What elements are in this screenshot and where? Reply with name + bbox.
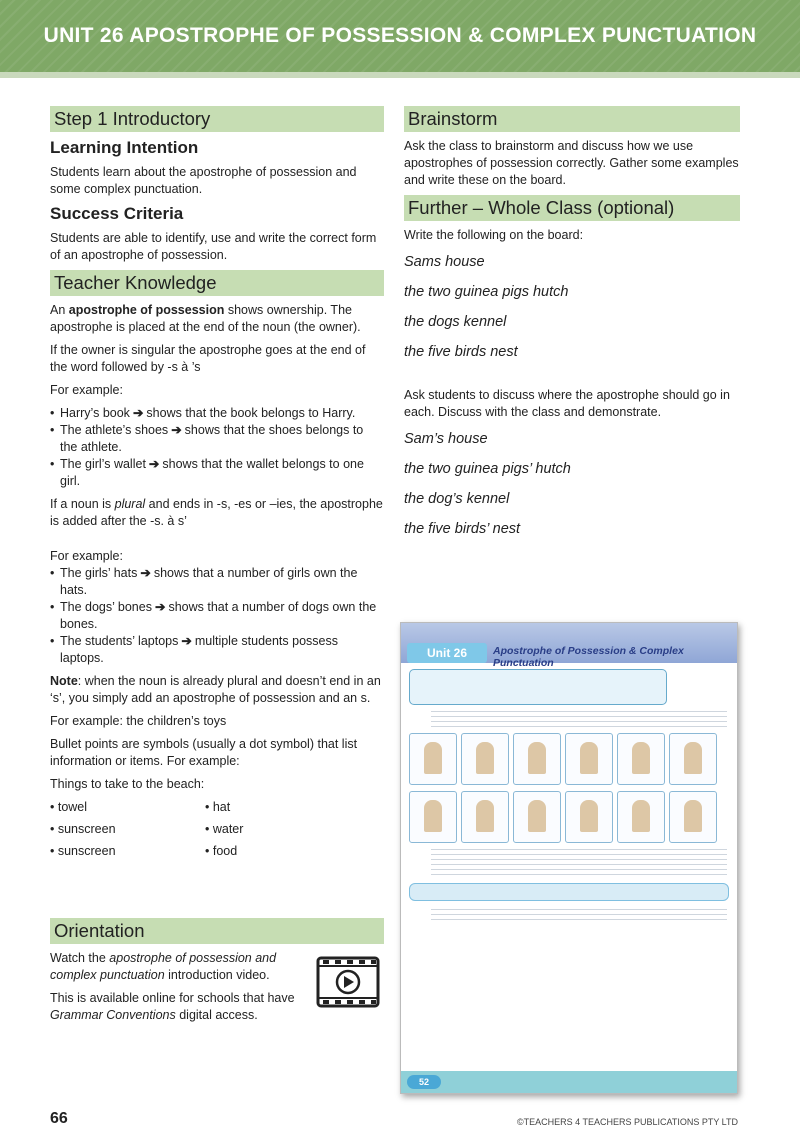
example-right: shows that a number of girls own the hats. xyxy=(60,566,358,597)
plural-post: and ends in -s, -es or –ies, the apostrophe is added after the -s. à s’ xyxy=(50,497,383,528)
example-left: The girls’ hats xyxy=(60,566,138,580)
worksheet-line xyxy=(431,859,727,860)
further-heading: Further – Whole Class (optional) xyxy=(404,195,740,221)
list-item: • towel xyxy=(50,799,205,816)
list-item xyxy=(50,422,384,456)
list-item xyxy=(50,633,384,667)
arrow-right-icon: ➔ xyxy=(154,600,166,614)
tk-p1-bold: apostrophe of possession xyxy=(68,303,225,317)
unit-title: UNIT 26 APOSTROPHE OF POSSESSION & COMPLEX PUNCTUATION xyxy=(43,24,757,47)
availability-pre: This is available online for schools that have xyxy=(50,991,295,1005)
video-play-icon[interactable] xyxy=(316,956,380,1008)
corrected-example: the two guinea pigs’ hutch xyxy=(404,461,571,477)
tk-p1-post: shows ownership. The apostrophe is placed at the end of the noun (the owner). xyxy=(50,303,361,334)
corrected-example: Sam’s house xyxy=(404,431,488,447)
banner-divider xyxy=(0,72,800,78)
list-item: • food xyxy=(205,843,355,860)
discuss-text: Ask students to discuss where the apostrophe should go in each. Discuss with the class and demonstrate. xyxy=(404,388,730,419)
plural-word: plural xyxy=(114,497,146,511)
corrected-example: the five birds’ nest xyxy=(404,521,521,537)
orientation-heading: Orientation xyxy=(50,918,384,944)
bullet-points-text: Bullet points are symbols (usually a dot symbol) that list information or items. For example: xyxy=(50,737,358,768)
worksheet-picture xyxy=(565,791,613,843)
worksheet-line xyxy=(431,874,727,875)
list-item: • water xyxy=(205,821,355,838)
worksheet-line xyxy=(431,711,727,712)
orientation-post: introduction video. xyxy=(164,968,270,982)
worksheet-picture xyxy=(461,791,509,843)
children-example: For example: the children’s toys xyxy=(50,714,227,728)
worksheet-picture xyxy=(617,791,665,843)
worksheet-line xyxy=(431,864,727,865)
worksheet-rule-box xyxy=(409,883,729,901)
brainstorm-text: Ask the class to brainstorm and discuss how we use apostrophes of possession correctly. Gather some examples and write these on the board. xyxy=(404,139,739,187)
worksheet-picture xyxy=(617,733,665,785)
availability-post: digital access. xyxy=(175,1008,258,1022)
plural-rule xyxy=(50,496,384,530)
worksheet-picture xyxy=(669,791,717,843)
list-item xyxy=(50,599,384,633)
tk-paragraph-1 xyxy=(50,302,384,336)
worksheet-picture xyxy=(409,733,457,785)
worksheet-thumbnail xyxy=(400,622,738,1094)
worksheet-picture xyxy=(409,791,457,843)
for-example-label: For example: xyxy=(50,383,123,397)
worksheet-unit-badge: Unit 26 xyxy=(407,643,487,663)
note-text: : when the noun is already plural and doesn’t end in an ‘s’, you simply add an apostrophe of possession and an s. xyxy=(50,674,381,705)
success-criteria-text: Students are able to identify, use and write the correct form of an apostrophe of possession. xyxy=(50,231,377,262)
list-item: • hat xyxy=(205,799,355,816)
unit-banner xyxy=(0,0,800,72)
worksheet-picture xyxy=(513,733,561,785)
corrected-example: the dog’s kennel xyxy=(404,491,510,507)
availability-italic: Grammar Conventions xyxy=(50,1008,176,1022)
example-right: multiple students possess laptops. xyxy=(60,634,338,665)
availability-text xyxy=(50,990,300,1024)
example-right: shows that a number of dogs own the bones. xyxy=(60,600,377,631)
worksheet-line xyxy=(431,849,727,850)
arrow-right-icon: ➔ xyxy=(171,423,182,437)
worksheet-line xyxy=(431,909,727,910)
worksheet-header xyxy=(401,623,737,669)
list-item xyxy=(50,456,384,490)
worksheet-picture xyxy=(565,733,613,785)
example-left: The dogs’ bones xyxy=(60,600,152,614)
step-heading: Step 1 Introductory xyxy=(50,106,384,132)
example-right: shows that the shoes belongs to the athlete. xyxy=(60,423,364,454)
list-item xyxy=(50,405,384,422)
arrow-right-icon: ➔ xyxy=(140,566,151,580)
beach-intro: Things to take to the beach: xyxy=(50,777,205,791)
list-item: • sunscreen xyxy=(50,843,205,860)
worksheet-line xyxy=(431,854,727,855)
orientation-italic: apostrophe of possession and complex punctuation xyxy=(50,951,277,982)
worksheet-line xyxy=(431,869,727,870)
worksheet-object-grid xyxy=(409,791,729,843)
board-example: Sams house xyxy=(404,254,485,270)
arrow-right-icon: ➔ xyxy=(181,634,192,648)
learning-intention-text: Students learn about the apostrophe of possession and some complex punctuation. xyxy=(50,165,357,196)
worksheet-footer xyxy=(401,1071,737,1093)
page-number: 66 xyxy=(50,1110,68,1127)
left-column xyxy=(50,106,384,866)
tk-p1-pre: An xyxy=(50,303,69,317)
plural-pre: If a noun is xyxy=(50,497,115,511)
worksheet-info-box xyxy=(409,669,667,705)
singular-examples-list xyxy=(50,405,384,490)
example-right: shows that the wallet belongs to one girl. xyxy=(60,457,364,488)
example-right: shows that the book belongs to Harry. xyxy=(146,406,356,420)
worksheet-picture xyxy=(461,733,509,785)
arrow-right-icon: ➔ xyxy=(148,457,160,471)
plural-examples-list xyxy=(50,565,384,667)
list-item: • sunscreen xyxy=(50,821,205,838)
orientation-pre: Watch the xyxy=(50,951,110,965)
teacher-knowledge-heading: Teacher Knowledge xyxy=(50,270,384,296)
orientation-text xyxy=(50,950,300,984)
worksheet-picture xyxy=(669,733,717,785)
worksheet-title: Apostrophe of Possession & Complex Punctuation xyxy=(493,645,684,669)
board-example: the two guinea pigs hutch xyxy=(404,284,569,300)
further-intro: Write the following on the board: xyxy=(404,228,584,242)
copyright: ©TEACHERS 4 TEACHERS PUBLICATIONS PTY LTD xyxy=(516,1117,738,1127)
board-example: the five birds nest xyxy=(404,344,518,360)
list-item xyxy=(50,565,384,599)
right-column xyxy=(404,106,740,551)
board-example: the dogs kennel xyxy=(404,314,507,330)
example-left: The athlete’s shoes xyxy=(60,423,169,437)
success-criteria-heading: Success Criteria xyxy=(50,204,184,223)
worksheet-line xyxy=(431,716,727,717)
note-paragraph xyxy=(50,673,384,707)
arrow-right-icon: ➔ xyxy=(132,406,144,420)
worksheet-line xyxy=(431,721,727,722)
for-example-label-2: For example: xyxy=(50,549,123,563)
worksheet-line xyxy=(431,914,727,915)
worksheet-line xyxy=(431,726,727,727)
worksheet-occupation-grid xyxy=(409,733,729,785)
brainstorm-heading: Brainstorm xyxy=(404,106,740,132)
note-label: Note xyxy=(50,674,78,688)
example-left: The students’ laptops xyxy=(60,634,179,648)
worksheet-picture xyxy=(513,791,561,843)
worksheet-page-number: 52 xyxy=(407,1075,441,1089)
tk-paragraph-2: If the owner is singular the apostrophe goes at the end of the word followed by -s à ’s xyxy=(50,343,366,374)
worksheet-line xyxy=(431,919,727,920)
beach-list xyxy=(50,799,384,860)
learning-intention-heading: Learning Intention xyxy=(50,138,199,157)
example-left: Harry’s book xyxy=(60,406,130,420)
example-left: The girl’s wallet xyxy=(60,457,146,471)
